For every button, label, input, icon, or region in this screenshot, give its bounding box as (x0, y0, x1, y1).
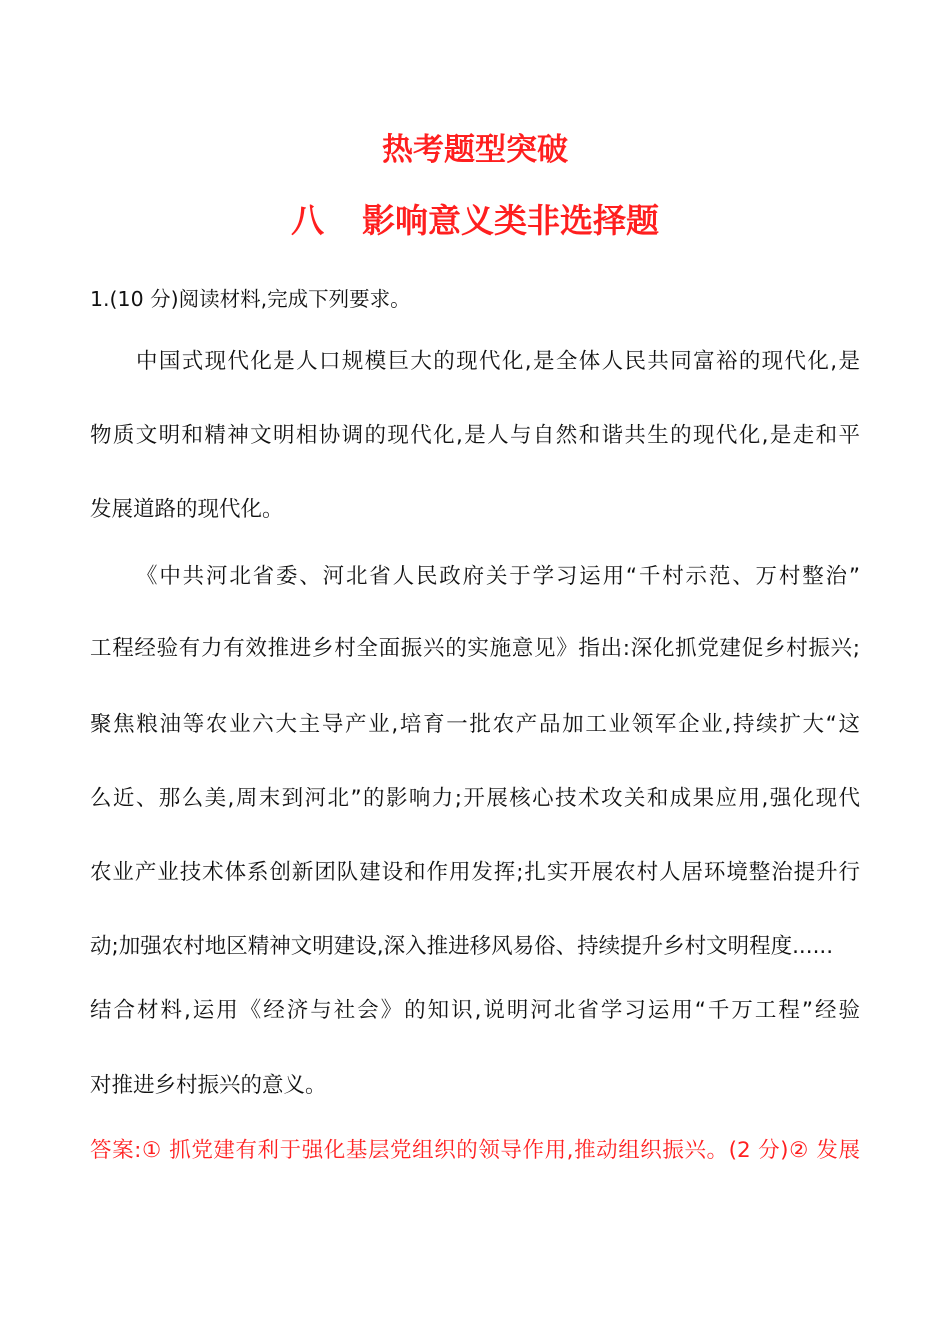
material-2-line: 工程经验有力有效推进乡村全面振兴的实施意见》指出:深化抓党建促乡村振兴; (90, 636, 860, 661)
material-2-line: 么近、那么美,周末到河北”的影响力;开展核心技术攻关和成果应用,强化现代 (90, 786, 860, 811)
page-title: 热考题型突破 (382, 132, 568, 168)
material-1-line: 中国式现代化是人口规模巨大的现代化,是全体人民共同富裕的现代化,是 (136, 349, 860, 374)
section-heading (0, 196, 950, 246)
requirement-line: 结合材料,运用《经济与社会》的知识,说明河北省学习运用“千万工程”经验 (90, 998, 860, 1023)
material-1-line: 物质文明和精神文明相协调的现代化,是人与自然和谐共生的现代化,是走和平 (90, 423, 860, 448)
section-title: 影响意义类非选择题 (362, 201, 659, 240)
section-number: 八 (291, 201, 324, 240)
answer-line: 答案:① 抓党建有利于强化基层党组织的领导作用,推动组织振兴。(2 分)② 发展 (90, 1138, 860, 1163)
material-2-line: 农业产业技术体系创新团队建设和作用发挥;扎实开展农村人居环境整治提升行 (90, 860, 860, 885)
question-stem: 1.(10 分)阅读材料,完成下列要求。 (90, 287, 411, 311)
material-1-line: 发展道路的现代化。 (90, 497, 284, 522)
material-2-line: 聚焦粮油等农业六大主导产业,培育一批农产品加工业领军企业,持续扩大“这 (90, 712, 860, 737)
requirement-line: 对推进乡村振兴的意义。 (90, 1073, 327, 1098)
material-2-line: 《中共河北省委、河北省人民政府关于学习运用“千村示范、万村整治” (136, 564, 860, 589)
material-2-line: 动;加强农村地区精神文明建设,深入推进移风易俗、持续提升乡村文明程度...... (90, 934, 834, 959)
